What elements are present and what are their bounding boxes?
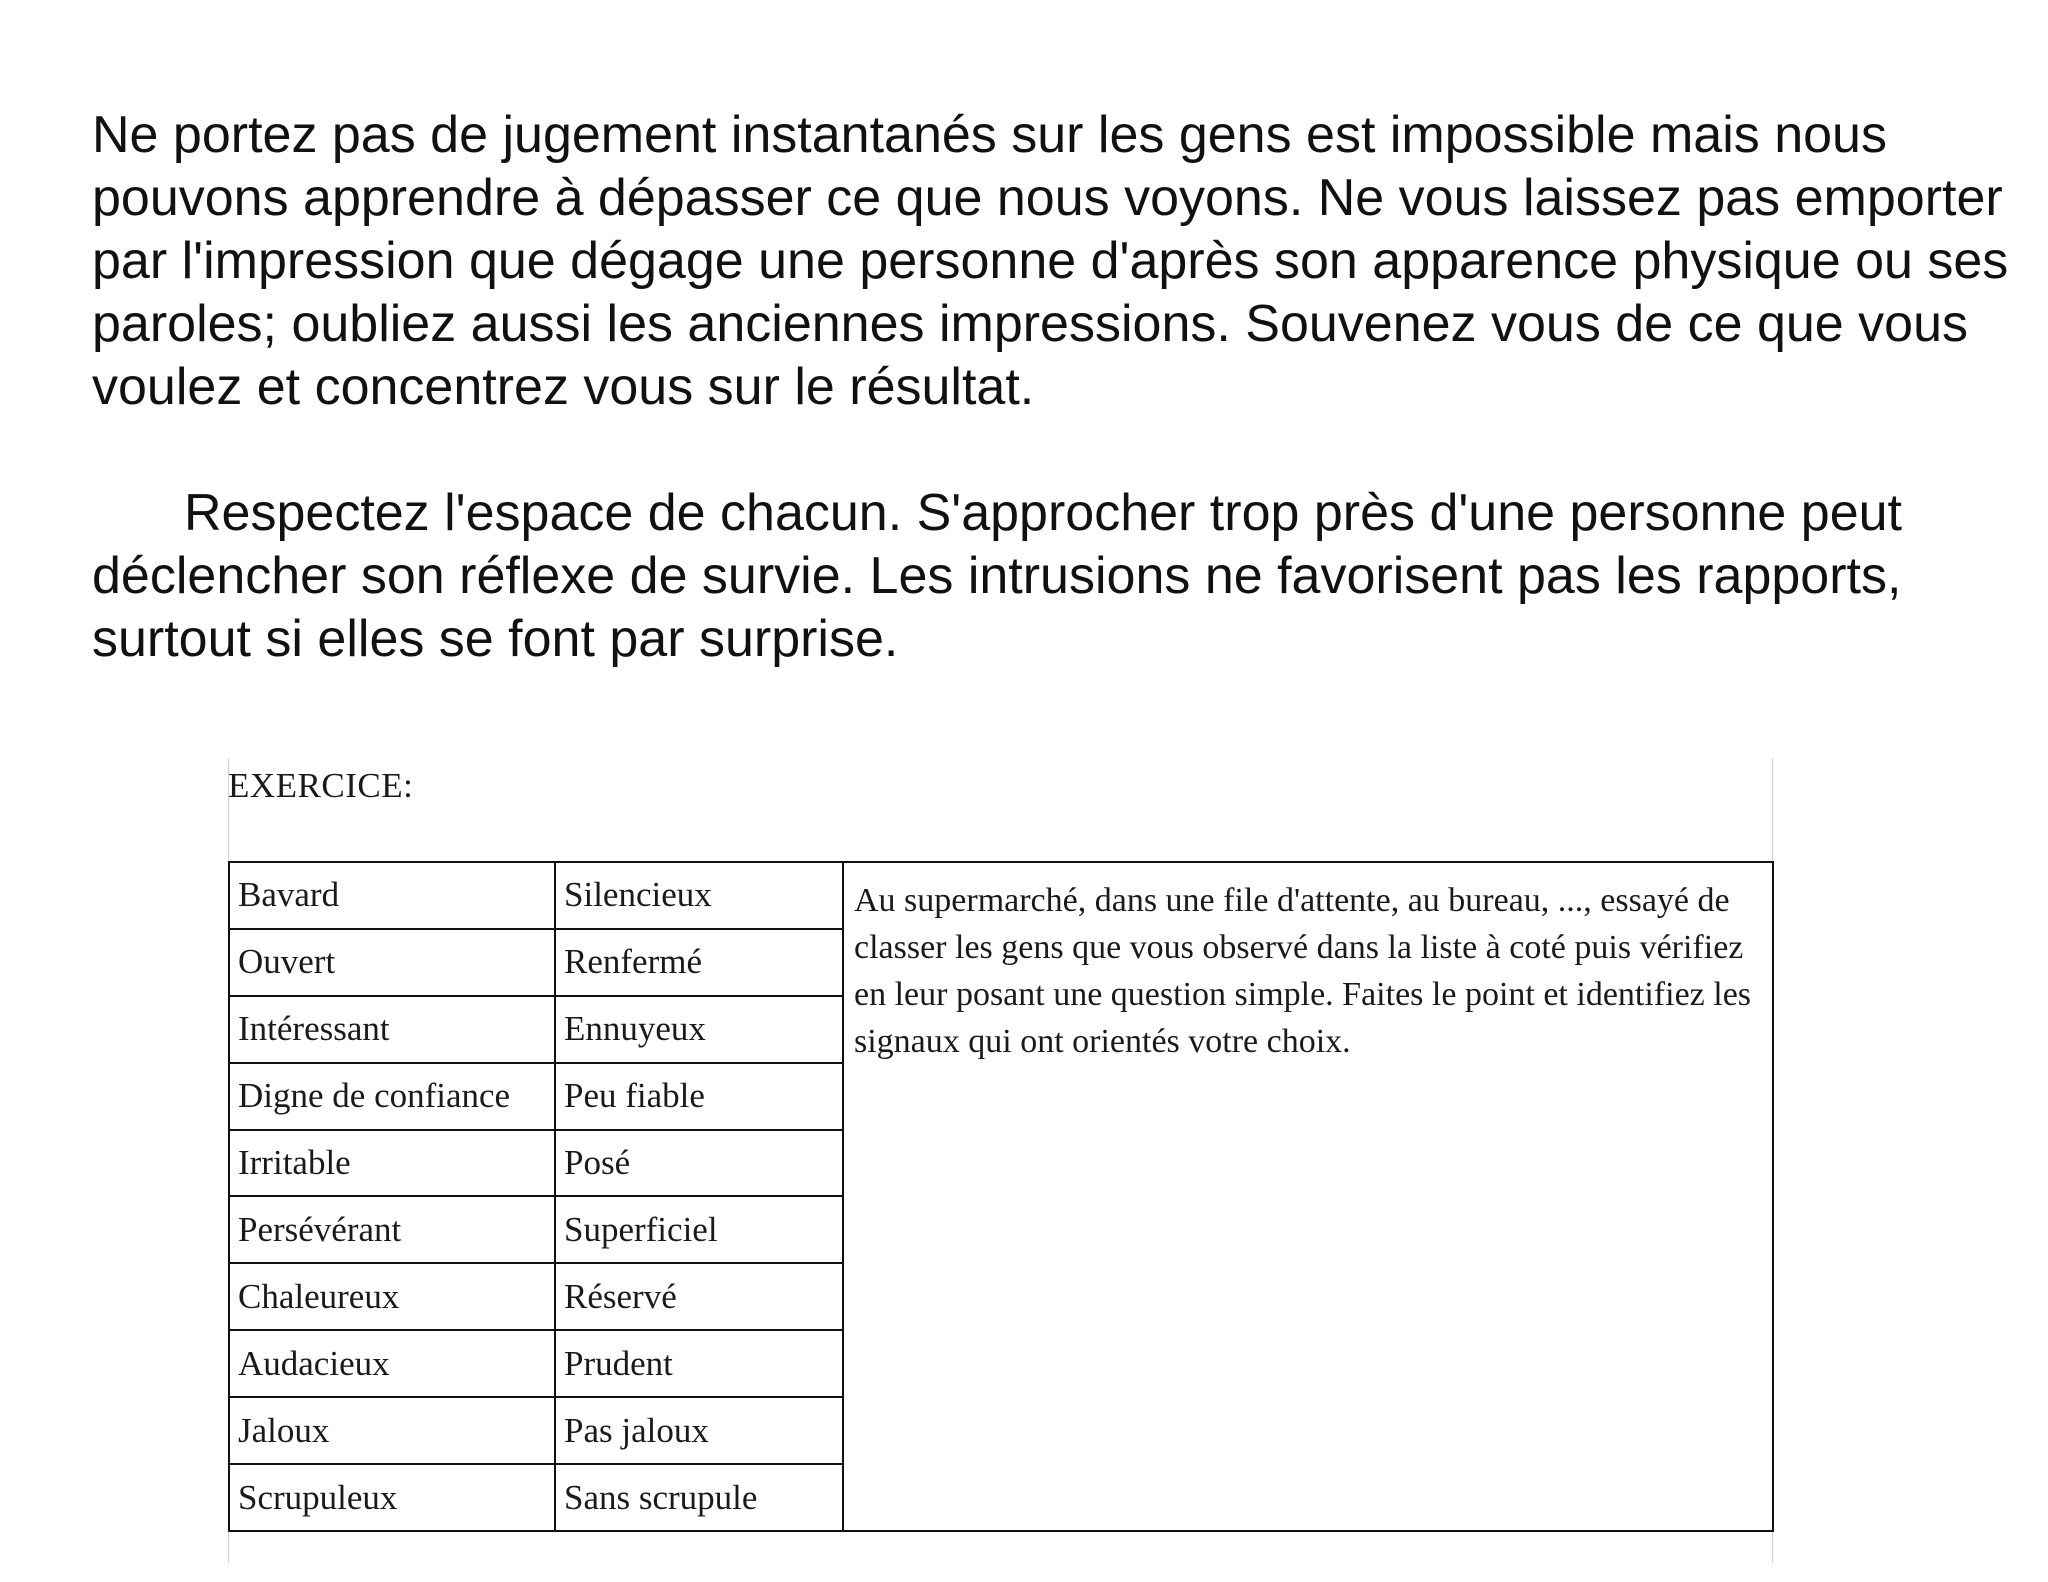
paragraph-spacer [92,419,2012,482]
opposite-trait-cell: Réservé [555,1263,843,1330]
opposite-trait-cell: Silencieux [555,862,843,929]
trait-cell: Digne de confiance [229,1063,555,1130]
opposite-trait-cell: Superficiel [555,1196,843,1263]
exercise-table [228,861,1774,1532]
opposite-trait-cell: Posé [555,1130,843,1197]
opposite-trait-cell: Pas jaloux [555,1397,843,1464]
opposite-trait-cell: Sans scrupule [555,1464,843,1531]
trait-cell: Ouvert [229,929,555,996]
opposite-trait-cell: Peu fiable [555,1063,843,1130]
exercise-title: EXERCICE: [228,766,414,805]
table-row [229,862,1773,929]
paragraph-1: Ne portez pas de jugement instantanés sur les gens est impossible mais nous pouvons apprendre à dépasser ce que nous voyons. Ne vous laissez pas emporter par l'impression que dégage une personne d'après son apparence physique ou ses paroles; oubliez aussi les anciennes impressions. Souvenez vous de ce que vous voulez et concentrez vous sur le résultat. [92,106,2023,416]
trait-cell: Bavard [229,862,555,929]
trait-cell: Chaleureux [229,1263,555,1330]
trait-cell: Jaloux [229,1397,555,1464]
trait-cell: Audacieux [229,1330,555,1397]
exercise-image [228,758,1773,1563]
trait-cell: Intéressant [229,996,555,1063]
opposite-trait-cell: Renfermé [555,929,843,996]
trait-cell: Persévérant [229,1196,555,1263]
paragraph-2: Respectez l'espace de chacun. S'approcher trop près d'une personne peut déclencher son réflexe de survie. Les intrusions ne favorisent pas les rapports, surtout si elles se font par surprise. [92,484,1917,668]
instructions-cell: Au supermarché, dans une file d'attente, au bureau, ..., essayé de classer les gens que vous observé dans la liste à coté puis vérifiez en leur posant une question simple. Faites le point et identifiez les signaux qui ont orientés votre choix. [843,862,1773,1531]
trait-cell: Scrupuleux [229,1464,555,1531]
document-body [92,104,2023,671]
opposite-trait-cell: Prudent [555,1330,843,1397]
trait-cell: Irritable [229,1130,555,1197]
opposite-trait-cell: Ennuyeux [555,996,843,1063]
